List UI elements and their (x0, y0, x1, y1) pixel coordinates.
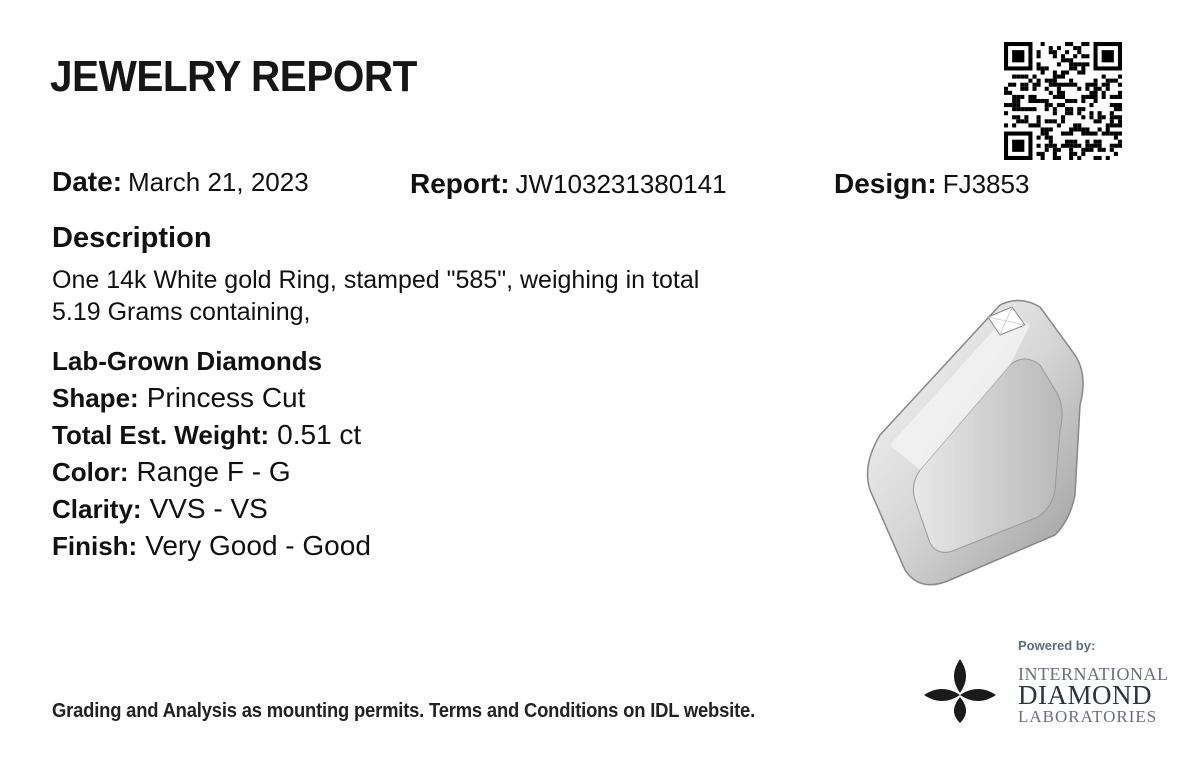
spec-label: Color: (52, 457, 129, 487)
spec-shape (52, 382, 305, 414)
description-line-2: 5.19 Grams containing, (52, 298, 311, 326)
report-field (410, 168, 727, 200)
report-label: Report: (410, 168, 510, 199)
report-title: JEWELRY REPORT (50, 52, 417, 101)
report-value: JW103231380141 (515, 169, 727, 199)
description-heading: Description (52, 222, 212, 254)
date-field (52, 166, 309, 198)
spec-label: Clarity: (52, 494, 142, 524)
spec-value: Very Good - Good (145, 530, 371, 561)
spec-value: Range F - G (136, 456, 291, 487)
spec-clarity (52, 493, 268, 525)
description-text (52, 264, 812, 328)
powered-by-label: Powered by: (1018, 638, 1096, 653)
ring-image (860, 295, 1090, 595)
design-value: FJ3853 (942, 169, 1030, 199)
diamonds-heading: Lab-Grown Diamonds (52, 346, 323, 376)
date-value: March 21, 2023 (128, 167, 309, 197)
spec-finish (52, 530, 371, 562)
brand-line-diamond: DIAMOND (1018, 680, 1152, 710)
spec-weight (52, 419, 361, 451)
spec-value: VVS - VS (149, 493, 268, 524)
brand-line-international: INTERNATIONAL (1018, 664, 1169, 684)
description-line-1: One 14k White gold Ring, stamped "585", weighing in total (52, 266, 700, 294)
design-field (834, 168, 1029, 200)
date-label: Date: (52, 166, 123, 197)
brand-line-laboratories: LABORATORIES (1018, 707, 1158, 726)
spec-label: Total Est. Weight: (52, 420, 270, 450)
qr-code-icon (1004, 42, 1122, 160)
spec-value: 0.51 ct (277, 419, 362, 450)
spec-color (52, 456, 291, 488)
diamond-leaf-icon (920, 655, 1000, 727)
spec-label: Shape: (52, 383, 139, 413)
spec-value: Princess Cut (146, 382, 306, 413)
design-label: Design: (834, 168, 937, 199)
spec-label: Finish: (52, 531, 138, 561)
footer-note: Grading and Analysis as mounting permits. Terms and Conditions on IDL website. (52, 700, 756, 722)
